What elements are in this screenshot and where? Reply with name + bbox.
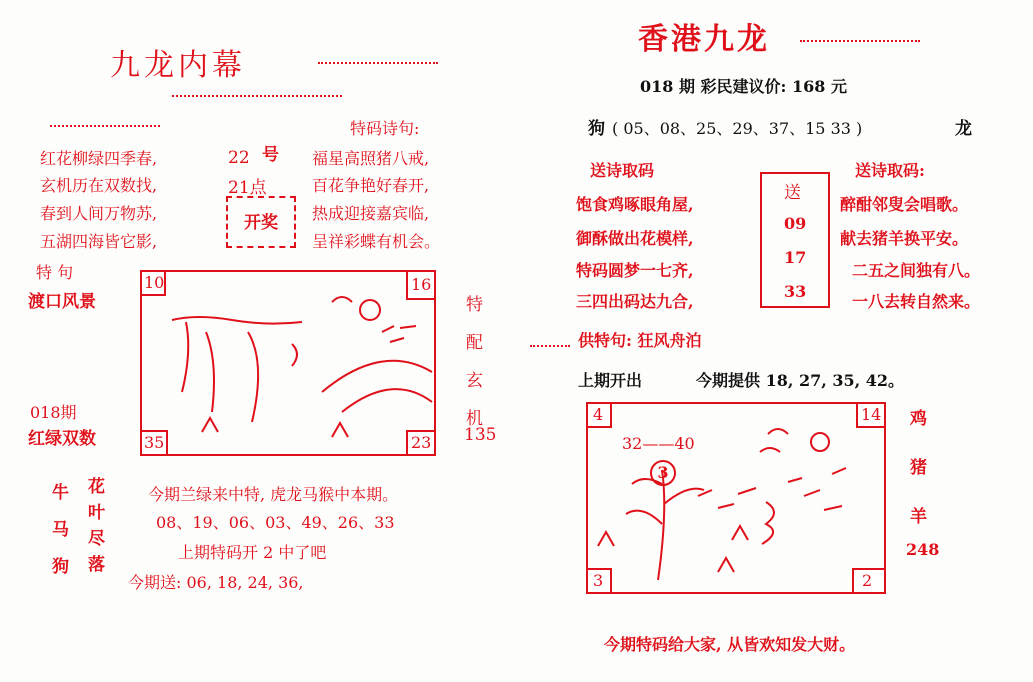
left-poem-right-4: 呈祥彩蝶有机会。 xyxy=(312,232,441,251)
left-poem-header: 特码诗句: xyxy=(350,119,420,138)
left-title: 九龙内幕 xyxy=(110,48,246,83)
right-corner-tl: 4 xyxy=(586,402,612,428)
left-sketch-frame xyxy=(140,270,436,456)
saying-mid xyxy=(88,472,105,575)
right-zodiac-end: 龙 xyxy=(955,119,972,139)
saying-left xyxy=(52,478,69,577)
right-corner-bl: 3 xyxy=(586,568,612,594)
saying-left-3: 狗 xyxy=(52,557,69,577)
right-zodiac-start: 狗 xyxy=(588,119,605,139)
draw-label-frame xyxy=(226,196,296,248)
left-line-3: 上期特码开 2 中了吧 xyxy=(178,543,327,562)
saying-mid-3: 尽 xyxy=(88,529,105,549)
right-side-char-1: 鸡 xyxy=(910,409,927,429)
left-poem-right-1: 福星高照猪八戒, xyxy=(312,149,430,168)
send-box-number-1: 09 xyxy=(784,214,807,233)
left-poem-right-2: 百花争艳好春开, xyxy=(312,176,430,195)
right-poem-right-4: 一八去转自然来。 xyxy=(852,292,981,311)
left-line-2: 08、19、06、03、49、26、33 xyxy=(156,513,395,532)
right-side-char-2: 猪 xyxy=(910,458,927,478)
right-poem-header-right: 送诗取码: xyxy=(855,161,925,180)
right-side-char-3: 羊 xyxy=(910,507,927,527)
right-side-chars xyxy=(910,404,927,527)
saying-mid-1: 花 xyxy=(88,477,105,497)
left-issue: 018期 xyxy=(30,403,77,422)
left-side-char-1: 特 xyxy=(466,295,483,315)
right-poem-left-3: 特码圆梦一七齐, xyxy=(576,261,694,280)
left-line-1: 今期兰绿来中特, 虎龙马猴中本期。 xyxy=(148,485,399,504)
right-title: 香港九龙 xyxy=(638,22,770,57)
right-poem-right-3: 二五之间独有八。 xyxy=(852,261,981,280)
draw-label: 开奖 xyxy=(244,213,278,233)
right-phrase: 供特句: 狂风舟泊 xyxy=(578,331,702,350)
left-subtitle-scribble xyxy=(172,95,342,97)
right-poem-right-2: 献去猪羊换平安。 xyxy=(840,229,969,248)
left-poem-left-4: 五湖四海皆它影, xyxy=(40,232,158,251)
saying-left-1: 牛 xyxy=(52,483,69,503)
right-title-scribble xyxy=(800,40,920,42)
right-sketch-circle: 3 xyxy=(650,460,676,486)
draw-date: 22 xyxy=(228,148,250,168)
left-poem-left-1: 红花柳绿四季春, xyxy=(40,149,158,168)
left-poem-left-3: 春到人间万物苏, xyxy=(40,204,158,223)
left-poem-header-scribble xyxy=(50,125,160,127)
saying-left-2: 马 xyxy=(52,520,69,540)
left-special-label: 特 句 xyxy=(36,263,74,282)
left-title-scribble xyxy=(318,62,438,64)
right-poem-right-1: 醉酣邻叟会唱歌。 xyxy=(840,195,969,214)
left-side-char-3: 玄 xyxy=(466,371,483,391)
right-poem-left-4: 三四出码达九合, xyxy=(576,292,694,311)
right-last-line-a: 上期开出 xyxy=(578,371,643,390)
right-issue-line: 018 期 彩民建议价: 168 元 xyxy=(640,77,847,96)
left-issue-sub: 红绿双数 xyxy=(28,429,96,449)
draw-time: 21点 xyxy=(228,178,267,198)
send-box-label: 送 xyxy=(784,183,801,203)
left-corner-bl: 35 xyxy=(140,430,168,456)
send-box xyxy=(760,172,830,308)
right-poem-left-2: 御酥做出花模样, xyxy=(576,229,694,248)
send-box-number-2: 17 xyxy=(784,248,807,267)
send-box-number-3: 33 xyxy=(784,282,807,301)
left-corner-br: 23 xyxy=(406,430,436,456)
right-numbers-line: ( 05、08、25、29、37、15 33 ) xyxy=(612,119,863,138)
saying-mid-2: 叶 xyxy=(88,503,105,523)
right-poem-header-left: 送诗取码 xyxy=(590,161,655,180)
right-poem-left-1: 饱食鸡啄眼角屋, xyxy=(576,195,694,214)
right-footer: 今期特码给大家, 从皆欢知发大财。 xyxy=(604,635,856,654)
left-side-char-2: 配 xyxy=(466,333,483,353)
left-corner-tl: 10 xyxy=(140,270,166,296)
right-corner-tr: 14 xyxy=(856,402,886,428)
draw-date-unit: 号 xyxy=(262,145,279,165)
left-sketch-drawing xyxy=(142,272,434,454)
left-special-phrase: 渡口风景 xyxy=(28,292,96,312)
right-last-line-b: 今期提供 18, 27, 35, 42。 xyxy=(696,371,905,390)
right-sketch-text: 32——40 xyxy=(622,434,695,453)
left-corner-tr: 16 xyxy=(406,270,436,300)
left-poem-left-2: 玄机历在双数找, xyxy=(40,176,158,195)
left-side-number: 135 xyxy=(464,425,497,445)
right-phrase-scribble xyxy=(530,345,570,347)
left-line-4: 今期送: 06, 18, 24, 36, xyxy=(128,573,304,592)
left-side-char-4: 机 xyxy=(466,409,483,429)
left-side-chars xyxy=(466,290,483,429)
right-side-number: 248 xyxy=(906,540,940,559)
left-poem-right-3: 热成迎接嘉宾临, xyxy=(312,204,430,223)
saying-mid-4: 落 xyxy=(88,555,105,575)
right-sketch-drawing xyxy=(588,404,884,592)
right-sketch-frame xyxy=(586,402,886,594)
right-corner-br: 2 xyxy=(852,568,886,594)
